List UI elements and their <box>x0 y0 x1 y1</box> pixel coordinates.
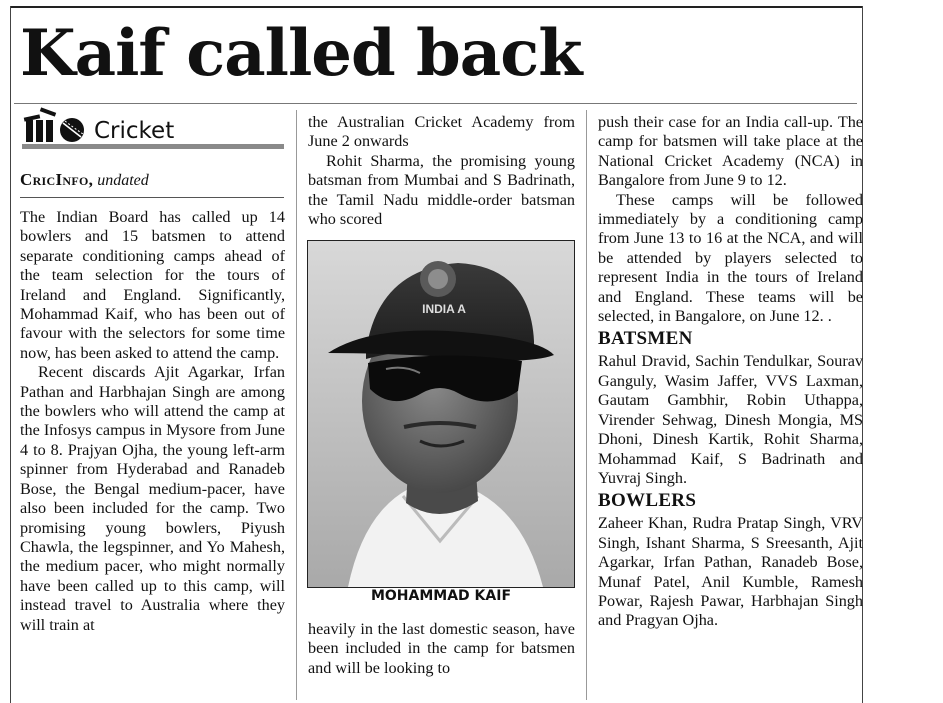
byline-date: undated <box>97 172 149 189</box>
column-divider <box>296 110 297 700</box>
paragraph: the Australian Cricket Academy from June 2 onwards <box>308 113 575 151</box>
bowlers-list: Zaheer Khan, Rudra Pratap Singh, VRV Singh, Ishant Sharma, S Sreesanth, Ajit Agarkar, Irfan Pathan, Ranadeb Bose, Munaf Patel, Anil Kumble, Ramesh Powar, Rajesh Pawar, Harbhajan Singh and Pragyan Ojha. <box>598 514 863 630</box>
headline-divider <box>14 103 857 104</box>
column-2-continued <box>308 620 575 678</box>
player-photo <box>307 240 575 588</box>
bowlers-heading: BOWLERS <box>598 490 697 512</box>
top-border <box>10 6 862 8</box>
paragraph: The Indian Board has called up 14 bowlers and 15 batsmen to attend separate conditioning camps ahead of the team selection for the tours of Ireland and England. Significantly, Mohammad Kaif, who has been out of favour with the selectors for some time now, has been asked to attend the camp. <box>20 208 285 362</box>
portrait-image <box>308 241 574 587</box>
section-label: Cricket <box>94 118 175 144</box>
paragraph: Recent discards Ajit Agarkar, Irfan Pathan and Harbhajan Singh are among the bowlers who will attend the camp at the Infosys campus in Mysore from June 4 to 8. Prajyan Ojha, the young left-arm spinner from Hyderabad and Ranadeb Bose, the Bengal medium-pacer, have also been included for the camp. Two promising young bowlers, Piyush Chawla, the legspinner, and Yo Mahesh, the medium pacer, who might normally have been called up to this camp, will instead travel to Australia where they will train at <box>20 363 285 634</box>
byline-divider <box>20 197 284 198</box>
paragraph: push their case for an India call-up. The camp for batsmen will take place at the National Cricket Academy (NCA) in Bangalore from June 9 to 12. <box>598 113 863 190</box>
column-3 <box>598 113 863 631</box>
column-divider <box>586 110 587 700</box>
column-2 <box>308 113 575 229</box>
batsmen-list: Rahul Dravid, Sachin Tendulkar, Sourav Ganguly, Wasim Jaffer, VVS Laxman, Gautam Gambhir, Robin Uthappa, Virender Sehwag, Dinesh Mongia, MS Dhoni, Dinesh Kartik, Rohit Sharma, Mohammad Kaif, S Badrinath and Yuvraj Singh. <box>598 352 863 487</box>
section-logo <box>22 106 294 150</box>
column-1 <box>20 208 285 635</box>
section-bar <box>22 144 284 149</box>
paragraph: heavily in the last domestic season, have been included in the camp for batsmen and will be looking to <box>308 620 575 677</box>
paragraph: Rohit Sharma, the promising young batsman from Mumbai and S Badrinath, the Tamil Nadu middle-order batsman who scored <box>308 151 575 229</box>
byline-source: CricInfo, <box>20 170 94 189</box>
headline: Kaif called back <box>20 16 582 91</box>
photo-caption: MOHAMMAD KAIF <box>370 588 512 604</box>
left-border <box>10 6 11 703</box>
paragraph: These camps will be followed immediately by a conditioning camp from June 13 to 16 at the NCA, and will be attended by players selected to represent India in the tours of Ireland and England. These teams will be selected, in Bangalore, on June 12. . <box>598 190 863 326</box>
cap-lettering: INDIA A <box>422 302 466 316</box>
batsmen-heading: BATSMEN <box>598 328 693 350</box>
cricket-stumps-ball-icon <box>22 106 90 144</box>
byline <box>20 170 282 190</box>
